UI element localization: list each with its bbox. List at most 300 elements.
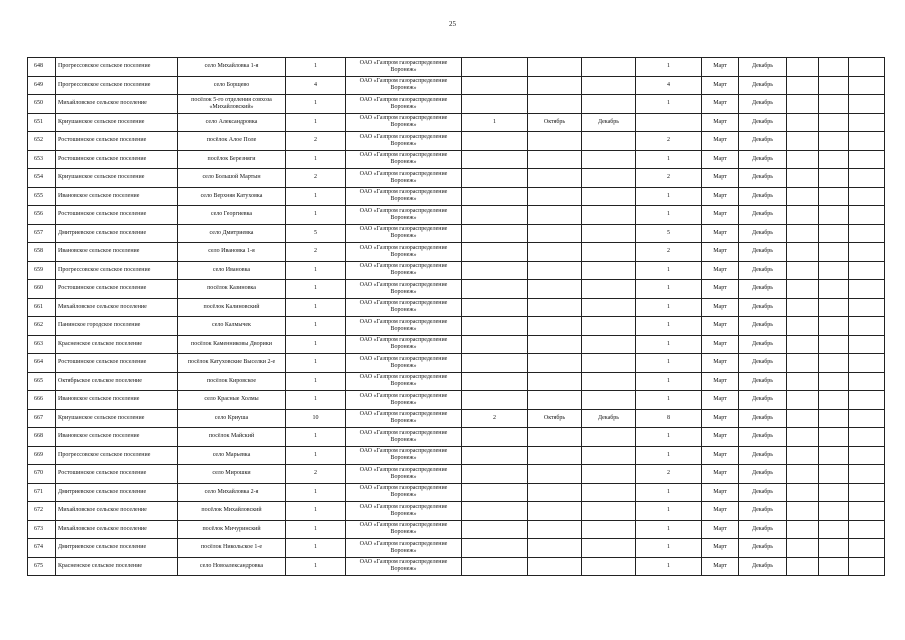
locality-cell: село Марьевка xyxy=(178,446,286,465)
quantity-cell: 4 xyxy=(636,76,702,95)
organization-cell: ОАО «Газпром газораспределение Воронеж» xyxy=(346,520,462,539)
count-cell: 1 xyxy=(286,391,346,410)
count-cell: 1 xyxy=(286,317,346,336)
quantity-cell: 1 xyxy=(636,539,702,558)
col7-cell xyxy=(528,391,582,410)
organization-cell: ОАО «Газпром газораспределение Воронеж» xyxy=(346,391,462,410)
col6-cell xyxy=(462,298,528,317)
organization-cell: ОАО «Газпром газораспределение Воронеж» xyxy=(346,132,462,151)
settlement-cell: Дмитриевское сельское поселение xyxy=(56,483,178,502)
empty-cell xyxy=(819,409,849,428)
end-month-cell: Декабрь xyxy=(739,539,787,558)
settlement-cell: Прогрессовское сельское поселение xyxy=(56,446,178,465)
start-month-cell: Март xyxy=(702,95,739,114)
col7-cell xyxy=(528,354,582,373)
table-row xyxy=(28,502,885,521)
start-month-cell: Март xyxy=(702,465,739,484)
organization-cell: ОАО «Газпром газораспределение Воронеж» xyxy=(346,76,462,95)
row-number: 659 xyxy=(28,261,56,280)
count-cell: 1 xyxy=(286,557,346,576)
locality-cell: село Ивановка 1-я xyxy=(178,243,286,262)
col8-cell xyxy=(582,95,636,114)
end-month-cell: Декабрь xyxy=(739,113,787,132)
table-row xyxy=(28,76,885,95)
empty-cell xyxy=(787,465,819,484)
count-cell: 1 xyxy=(286,372,346,391)
settlement-cell: Ивановское сельское поселение xyxy=(56,428,178,447)
col8-cell xyxy=(582,446,636,465)
row-number: 650 xyxy=(28,95,56,114)
quantity-cell: 1 xyxy=(636,446,702,465)
empty-cell xyxy=(849,354,885,373)
empty-cell xyxy=(819,58,849,77)
row-number: 657 xyxy=(28,224,56,243)
locality-cell: посёлок Калиновский xyxy=(178,298,286,317)
start-month-cell: Март xyxy=(702,206,739,225)
empty-cell xyxy=(819,335,849,354)
empty-cell xyxy=(819,465,849,484)
row-number: 673 xyxy=(28,520,56,539)
locality-cell: село Новоалександровка xyxy=(178,557,286,576)
settlement-cell: Красненское сельское поселение xyxy=(56,557,178,576)
locality-cell: посёлок Кировское xyxy=(178,372,286,391)
count-cell: 1 xyxy=(286,335,346,354)
locality-cell: село Александровка xyxy=(178,113,286,132)
empty-cell xyxy=(849,317,885,336)
count-cell: 1 xyxy=(286,354,346,373)
quantity-cell: 1 xyxy=(636,483,702,502)
start-month-cell: Март xyxy=(702,520,739,539)
empty-cell xyxy=(849,169,885,188)
locality-cell: село Дмитриевка xyxy=(178,224,286,243)
settlement-cell: Ивановское сельское поселение xyxy=(56,391,178,410)
col7-cell xyxy=(528,317,582,336)
count-cell: 10 xyxy=(286,409,346,428)
empty-cell xyxy=(849,224,885,243)
empty-cell xyxy=(819,132,849,151)
col6-cell xyxy=(462,169,528,188)
col8-cell xyxy=(582,261,636,280)
empty-cell xyxy=(787,354,819,373)
col7-cell xyxy=(528,187,582,206)
quantity-cell: 1 xyxy=(636,520,702,539)
row-number: 660 xyxy=(28,280,56,299)
organization-cell: ОАО «Газпром газораспределение Воронеж» xyxy=(346,465,462,484)
empty-cell xyxy=(819,243,849,262)
col7-cell xyxy=(528,557,582,576)
empty-cell xyxy=(849,76,885,95)
empty-cell xyxy=(787,243,819,262)
locality-cell: село Георгиевка xyxy=(178,206,286,225)
quantity-cell: 1 xyxy=(636,206,702,225)
organization-cell: ОАО «Газпром газораспределение Воронеж» xyxy=(346,206,462,225)
empty-cell xyxy=(787,483,819,502)
empty-cell xyxy=(849,261,885,280)
empty-cell xyxy=(849,58,885,77)
col8-cell: Декабрь xyxy=(582,113,636,132)
empty-cell xyxy=(849,132,885,151)
organization-cell: ОАО «Газпром газораспределение Воронеж» xyxy=(346,224,462,243)
count-cell: 1 xyxy=(286,280,346,299)
settlement-cell: Ростошинское сельское поселение xyxy=(56,280,178,299)
col7-cell xyxy=(528,428,582,447)
count-cell: 2 xyxy=(286,169,346,188)
row-number: 665 xyxy=(28,372,56,391)
start-month-cell: Март xyxy=(702,280,739,299)
count-cell: 1 xyxy=(286,58,346,77)
quantity-cell: 1 xyxy=(636,372,702,391)
count-cell: 1 xyxy=(286,187,346,206)
col7-cell xyxy=(528,502,582,521)
col6-cell xyxy=(462,317,528,336)
empty-cell xyxy=(819,502,849,521)
empty-cell xyxy=(819,391,849,410)
empty-cell xyxy=(819,150,849,169)
row-number: 654 xyxy=(28,169,56,188)
row-number: 661 xyxy=(28,298,56,317)
col7-cell xyxy=(528,243,582,262)
settlement-cell: Прогрессовское сельское поселение xyxy=(56,76,178,95)
empty-cell xyxy=(787,95,819,114)
col8-cell xyxy=(582,150,636,169)
locality-cell: село Калмычек xyxy=(178,317,286,336)
organization-cell: ОАО «Газпром газораспределение Воронеж» xyxy=(346,539,462,558)
empty-cell xyxy=(819,354,849,373)
table-row xyxy=(28,206,885,225)
col7-cell xyxy=(528,169,582,188)
end-month-cell: Декабрь xyxy=(739,483,787,502)
start-month-cell: Март xyxy=(702,428,739,447)
page-number: 25 xyxy=(449,20,456,28)
start-month-cell: Март xyxy=(702,113,739,132)
empty-cell xyxy=(819,169,849,188)
locality-cell: посёлок Никольское 1-е xyxy=(178,539,286,558)
empty-cell xyxy=(787,502,819,521)
settlement-cell: Ростошинское сельское поселение xyxy=(56,354,178,373)
empty-cell xyxy=(849,206,885,225)
empty-cell xyxy=(787,113,819,132)
row-number: 668 xyxy=(28,428,56,447)
empty-cell xyxy=(787,372,819,391)
empty-cell xyxy=(787,391,819,410)
end-month-cell: Декабрь xyxy=(739,206,787,225)
empty-cell xyxy=(787,261,819,280)
quantity-cell: 1 xyxy=(636,95,702,114)
organization-cell: ОАО «Газпром газораспределение Воронеж» xyxy=(346,280,462,299)
col6-cell xyxy=(462,354,528,373)
end-month-cell: Декабрь xyxy=(739,150,787,169)
row-number: 675 xyxy=(28,557,56,576)
empty-cell xyxy=(819,446,849,465)
start-month-cell: Март xyxy=(702,409,739,428)
locality-cell: посёлок Майский xyxy=(178,428,286,447)
col8-cell xyxy=(582,465,636,484)
row-number: 651 xyxy=(28,113,56,132)
quantity-cell: 1 xyxy=(636,280,702,299)
empty-cell xyxy=(819,372,849,391)
start-month-cell: Март xyxy=(702,261,739,280)
table-row xyxy=(28,354,885,373)
count-cell: 1 xyxy=(286,150,346,169)
organization-cell: ОАО «Газпром газораспределение Воронеж» xyxy=(346,261,462,280)
settlement-cell: Ростошинское сельское поселение xyxy=(56,150,178,169)
organization-cell: ОАО «Газпром газораспределение Воронеж» xyxy=(346,95,462,114)
end-month-cell: Декабрь xyxy=(739,502,787,521)
start-month-cell: Март xyxy=(702,224,739,243)
organization-cell: ОАО «Газпром газораспределение Воронеж» xyxy=(346,243,462,262)
empty-cell xyxy=(849,446,885,465)
end-month-cell: Декабрь xyxy=(739,76,787,95)
settlement-cell: Криушанское сельское поселение xyxy=(56,169,178,188)
end-month-cell: Декабрь xyxy=(739,428,787,447)
locality-cell: село Ивановка xyxy=(178,261,286,280)
organization-cell: ОАО «Газпром газораспределение Воронеж» xyxy=(346,502,462,521)
empty-cell xyxy=(849,187,885,206)
settlement-cell: Ивановское сельское поселение xyxy=(56,243,178,262)
table-row xyxy=(28,169,885,188)
end-month-cell: Декабрь xyxy=(739,465,787,484)
empty-cell xyxy=(787,76,819,95)
row-number: 662 xyxy=(28,317,56,336)
empty-cell xyxy=(819,557,849,576)
end-month-cell: Декабрь xyxy=(739,243,787,262)
col7-cell xyxy=(528,132,582,151)
col7-cell xyxy=(528,520,582,539)
col6-cell xyxy=(462,95,528,114)
col8-cell xyxy=(582,428,636,447)
row-number: 666 xyxy=(28,391,56,410)
empty-cell xyxy=(819,317,849,336)
quantity-cell: 1 xyxy=(636,335,702,354)
empty-cell xyxy=(849,150,885,169)
empty-cell xyxy=(819,187,849,206)
empty-cell xyxy=(849,409,885,428)
end-month-cell: Декабрь xyxy=(739,520,787,539)
col8-cell: Декабрь xyxy=(582,409,636,428)
col6-cell xyxy=(462,58,528,77)
table-row xyxy=(28,465,885,484)
table-row xyxy=(28,150,885,169)
col6-cell xyxy=(462,76,528,95)
col7-cell: Октябрь xyxy=(528,409,582,428)
settlement-cell: Ростошинское сельское поселение xyxy=(56,465,178,484)
col8-cell xyxy=(582,391,636,410)
table-row xyxy=(28,132,885,151)
empty-cell xyxy=(819,113,849,132)
col8-cell xyxy=(582,483,636,502)
row-number: 663 xyxy=(28,335,56,354)
settlement-cell: Прогрессовское сельское поселение xyxy=(56,261,178,280)
col6-cell xyxy=(462,280,528,299)
organization-cell: ОАО «Газпром газораспределение Воронеж» xyxy=(346,557,462,576)
locality-cell: село Верхняя Катуховка xyxy=(178,187,286,206)
col6-cell xyxy=(462,446,528,465)
col8-cell xyxy=(582,557,636,576)
settlement-cell: Михайловское сельское поселение xyxy=(56,520,178,539)
organization-cell: ОАО «Газпром газораспределение Воронеж» xyxy=(346,335,462,354)
organization-cell: ОАО «Газпром газораспределение Воронеж» xyxy=(346,113,462,132)
locality-cell: посёлок Каменниковы Дворики xyxy=(178,335,286,354)
row-number: 653 xyxy=(28,150,56,169)
empty-cell xyxy=(849,539,885,558)
row-number: 669 xyxy=(28,446,56,465)
start-month-cell: Март xyxy=(702,483,739,502)
table-row xyxy=(28,428,885,447)
col8-cell xyxy=(582,298,636,317)
count-cell: 2 xyxy=(286,132,346,151)
row-number: 670 xyxy=(28,465,56,484)
col8-cell xyxy=(582,76,636,95)
start-month-cell: Март xyxy=(702,557,739,576)
end-month-cell: Декабрь xyxy=(739,354,787,373)
count-cell: 1 xyxy=(286,206,346,225)
empty-cell xyxy=(787,150,819,169)
organization-cell: ОАО «Газпром газораспределение Воронеж» xyxy=(346,409,462,428)
start-month-cell: Март xyxy=(702,187,739,206)
start-month-cell: Март xyxy=(702,132,739,151)
col8-cell xyxy=(582,502,636,521)
col8-cell xyxy=(582,317,636,336)
locality-cell: посёлок Березняги xyxy=(178,150,286,169)
col6-cell xyxy=(462,502,528,521)
empty-cell xyxy=(849,428,885,447)
quantity-cell: 2 xyxy=(636,169,702,188)
settlement-cell: Дмитриевское сельское поселение xyxy=(56,224,178,243)
col7-cell xyxy=(528,335,582,354)
settlement-cell: Михайловское сельское поселение xyxy=(56,502,178,521)
end-month-cell: Декабрь xyxy=(739,391,787,410)
empty-cell xyxy=(819,280,849,299)
table-row xyxy=(28,372,885,391)
end-month-cell: Декабрь xyxy=(739,335,787,354)
col8-cell xyxy=(582,243,636,262)
col6-cell: 2 xyxy=(462,409,528,428)
empty-cell xyxy=(819,206,849,225)
locality-cell: село Борщево xyxy=(178,76,286,95)
locality-cell: село Большой Мартын xyxy=(178,169,286,188)
col7-cell xyxy=(528,58,582,77)
settlement-cell: Криушанское сельское поселение xyxy=(56,113,178,132)
col8-cell xyxy=(582,372,636,391)
empty-cell xyxy=(849,113,885,132)
document-table-wrapper xyxy=(27,57,884,576)
quantity-cell: 1 xyxy=(636,58,702,77)
quantity-cell xyxy=(636,113,702,132)
organization-cell: ОАО «Газпром газораспределение Воронеж» xyxy=(346,354,462,373)
empty-cell xyxy=(849,243,885,262)
col7-cell xyxy=(528,298,582,317)
empty-cell xyxy=(849,280,885,299)
empty-cell xyxy=(787,317,819,336)
empty-cell xyxy=(787,280,819,299)
table-row xyxy=(28,95,885,114)
empty-cell xyxy=(787,539,819,558)
end-month-cell: Декабрь xyxy=(739,280,787,299)
row-number: 652 xyxy=(28,132,56,151)
end-month-cell: Декабрь xyxy=(739,132,787,151)
start-month-cell: Март xyxy=(702,335,739,354)
empty-cell xyxy=(787,520,819,539)
table-row xyxy=(28,446,885,465)
table-row xyxy=(28,557,885,576)
locality-cell: посёлок Мичуринский xyxy=(178,520,286,539)
col7-cell xyxy=(528,446,582,465)
col7-cell xyxy=(528,150,582,169)
empty-cell xyxy=(787,298,819,317)
empty-cell xyxy=(849,502,885,521)
col8-cell xyxy=(582,169,636,188)
empty-cell xyxy=(787,206,819,225)
settlement-cell: Михайловское сельское поселение xyxy=(56,95,178,114)
settlement-cell: Ростошинское сельское поселение xyxy=(56,206,178,225)
end-month-cell: Декабрь xyxy=(739,557,787,576)
locality-cell: посёлок Михайловский xyxy=(178,502,286,521)
empty-cell xyxy=(849,557,885,576)
end-month-cell: Декабрь xyxy=(739,95,787,114)
count-cell: 1 xyxy=(286,298,346,317)
col6-cell xyxy=(462,520,528,539)
count-cell: 5 xyxy=(286,224,346,243)
quantity-cell: 1 xyxy=(636,391,702,410)
count-cell: 1 xyxy=(286,113,346,132)
organization-cell: ОАО «Газпром газораспределение Воронеж» xyxy=(346,187,462,206)
table-row xyxy=(28,113,885,132)
empty-cell xyxy=(849,298,885,317)
organization-cell: ОАО «Газпром газораспределение Воронеж» xyxy=(346,372,462,391)
empty-cell xyxy=(787,169,819,188)
empty-cell xyxy=(819,520,849,539)
empty-cell xyxy=(819,224,849,243)
quantity-cell: 5 xyxy=(636,224,702,243)
table-row xyxy=(28,391,885,410)
settlement-cell: Красненское сельское поселение xyxy=(56,335,178,354)
start-month-cell: Март xyxy=(702,502,739,521)
table-row xyxy=(28,298,885,317)
start-month-cell: Март xyxy=(702,372,739,391)
col6-cell xyxy=(462,539,528,558)
col6-cell xyxy=(462,243,528,262)
empty-cell xyxy=(819,428,849,447)
col7-cell xyxy=(528,224,582,243)
empty-cell xyxy=(819,483,849,502)
start-month-cell: Март xyxy=(702,58,739,77)
end-month-cell: Декабрь xyxy=(739,58,787,77)
end-month-cell: Декабрь xyxy=(739,409,787,428)
locality-cell: село Красные Холмы xyxy=(178,391,286,410)
quantity-cell: 1 xyxy=(636,502,702,521)
quantity-cell: 2 xyxy=(636,243,702,262)
empty-cell xyxy=(819,76,849,95)
col6-cell xyxy=(462,187,528,206)
settlement-cell: Ростошинское сельское поселение xyxy=(56,132,178,151)
table-row xyxy=(28,243,885,262)
col7-cell xyxy=(528,372,582,391)
col6-cell xyxy=(462,335,528,354)
col6-cell xyxy=(462,224,528,243)
table-row xyxy=(28,187,885,206)
table-row xyxy=(28,58,885,77)
count-cell: 1 xyxy=(286,446,346,465)
col8-cell xyxy=(582,58,636,77)
quantity-cell: 1 xyxy=(636,317,702,336)
start-month-cell: Март xyxy=(702,243,739,262)
col7-cell xyxy=(528,76,582,95)
col7-cell xyxy=(528,280,582,299)
organization-cell: ОАО «Газпром газораспределение Воронеж» xyxy=(346,150,462,169)
empty-cell xyxy=(819,298,849,317)
empty-cell xyxy=(787,187,819,206)
col8-cell xyxy=(582,224,636,243)
